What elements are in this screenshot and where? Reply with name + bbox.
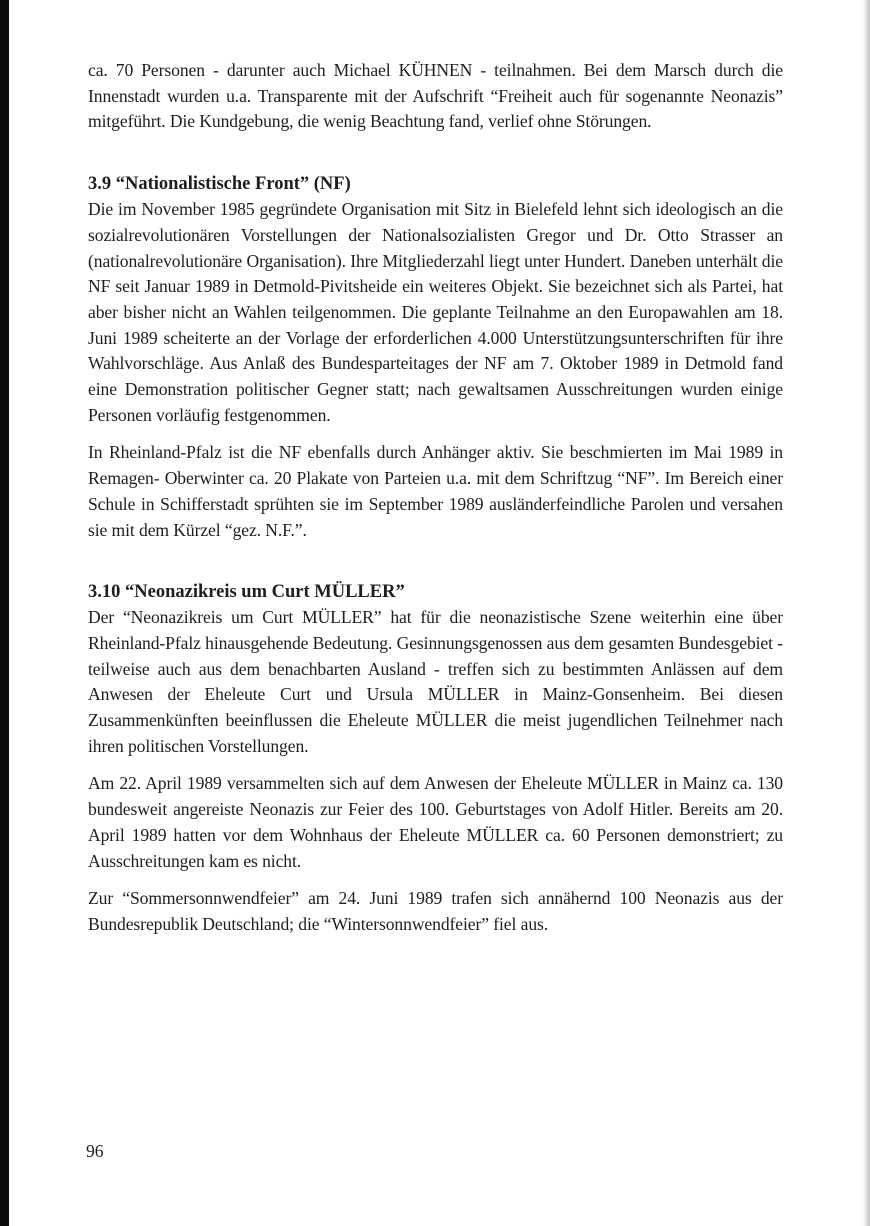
intro-paragraph: ca. 70 Personen - darunter auch Michael KÜHNEN - teilnahmen. Bei dem Marsch durch die Innenstadt wurden u.a. Transparente mit der Aufschrift “Freiheit auch für sogenannte Neonazis” mitgeführt. Die Kundgebung, die wenig Beachtung fand, verlief ohne Störungen. xyxy=(88,60,783,132)
page-number: 96 xyxy=(86,1141,104,1161)
paragraph-spacer xyxy=(88,428,783,440)
scan-right-edge xyxy=(863,0,870,1226)
section-3-10-paragraph-3: Zur “Sommersonnwendfeier” am 24. Juni 1989 trafen sich annähernd 100 Neonazis aus der Bundesrepublik Deutschland; die “Wintersonnwendfeier” fiel aus. xyxy=(88,888,783,934)
section-3-9-paragraph-2: In Rheinland-Pfalz ist die NF ebenfalls durch Anhänger aktiv. Sie beschmierten im Mai 1989 in Remagen- Oberwinter ca. 20 Plakate von Parteien u.a. mit dem Schriftzug “NF”. Im Bereich einer Schule in Schifferstadt sprühten sie im September 1989 ausländerfeindliche Parolen und versahen sie mit dem Kürzel “gez. N.F.”. xyxy=(88,442,783,540)
section-heading-3-9: 3.9 “Nationalistische Front” (NF) xyxy=(88,174,351,195)
paragraph-spacer xyxy=(88,759,783,771)
section-3-9-paragraph-1: Die im November 1985 gegründete Organisation mit Sitz in Bielefeld lehnt sich ideologisch an die sozialrevolutionären Vorstellungen der Nationalsozialisten Gregor und Dr. Otto Strasser an (nationalrevolutionäre Organisation). Ihre Mitgliederzahl liegt unter Hundert. Daneben unterhält die NF seit Januar 1989 in Detmold-Pivitsheide ein weiteres Objekt. Sie bezeichnet sich als Partei, hat aber bisher nicht an Wahlen teilgenommen. Die geplante Teilnahme an den Europawahlen am 18. Juni 1989 scheiterte an der Vorlage der erforderlichen 4.000 Unterstützungsunterschriften für ihre Wahlvorschläge. Aus Anlaß des Bundesparteitages der NF am 7. Oktober 1989 in Detmold fand eine Demonstration politischer Gegner statt; nach gewaltsamen Ausschreitungen wurden einige Personen vorläufig festgenommen. xyxy=(88,199,783,425)
section-spacer xyxy=(88,135,783,171)
section-spacer xyxy=(88,543,783,579)
scan-left-edge xyxy=(0,0,9,1226)
paragraph-spacer xyxy=(88,874,783,886)
section-3-10-paragraph-2: Am 22. April 1989 versammelten sich auf dem Anwesen der Eheleute MÜLLER in Mainz ca. 130 bundesweit angereiste Neonazis zur Feier des 100. Geburtstages von Adolf Hitler. Bereits am 20. April 1989 hatten vor dem Wohnhaus der Eheleute MÜLLER ca. 60 Personen demonstriert; zu Ausschreitungen kam es nicht. xyxy=(88,773,783,871)
section-heading-3-10: 3.10 “Neonazikreis um Curt MÜLLER” xyxy=(88,582,405,603)
section-3-10-paragraph-1: Der “Neonazikreis um Curt MÜLLER” hat für die neonazistische Szene weiterhin eine über Rheinland-Pfalz hinausgehende Bedeutung. Gesinnungsgenossen aus dem gesamten Bundesgebiet - teilweise auch aus dem benachbarten Ausland - treffen sich zu bestimmten Anlässen auf dem Anwesen der Eheleute Curt und Ursula MÜLLER in Mainz-Gonsenheim. Bei diesen Zusammenkünften beeinflussen die Eheleute MÜLLER die meist jugendlichen Teilnehmer nach ihren politischen Vorstellungen. xyxy=(88,607,783,756)
page-body xyxy=(88,58,783,938)
